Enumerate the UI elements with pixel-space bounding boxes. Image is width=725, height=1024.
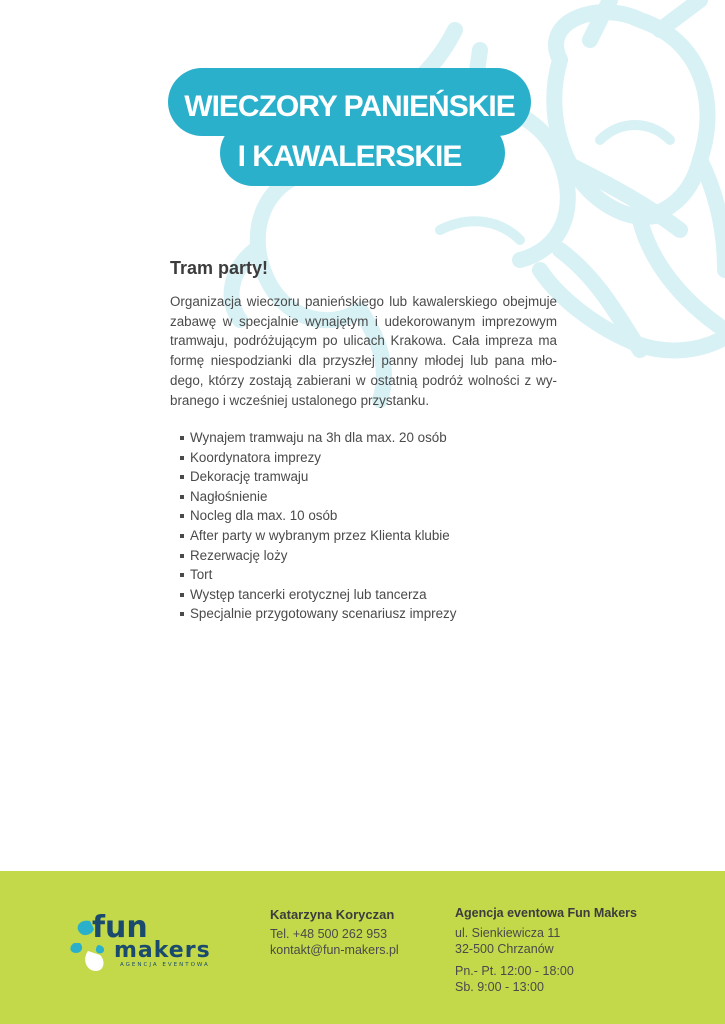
paragraph-line: zabawę w specjalnie wynajętym i udekorowanym imprezowym — [170, 313, 557, 329]
list-item: Występ tancerki erotycznej lub tancerza — [180, 585, 456, 605]
contact-person — [270, 907, 399, 958]
page-title-line-2: I KAWALERSKIE — [237, 140, 462, 173]
offer-list — [180, 428, 456, 624]
list-item: Wynajem tramwaju na 3h dla max. 20 osób — [180, 428, 456, 448]
contact-phone: Tel. +48 500 262 953 — [270, 927, 388, 941]
company-hours-saturday: Sb. 9:00 - 13:00 — [455, 980, 544, 994]
list-item: Nagłośnienie — [180, 487, 456, 507]
contact-email: kontakt@fun-makers.pl — [270, 943, 399, 957]
list-item: Nocleg dla max. 10 osób — [180, 506, 456, 526]
fun-makers-logo — [68, 901, 218, 976]
list-item: Tort — [180, 565, 456, 585]
paragraph-line: formę niespodzianki dla przyszłej panny młodej lub pana mło- — [170, 353, 557, 369]
company-info — [455, 905, 637, 995]
company-hours-weekday: Pn.- Pt. 12:00 - 18:00 — [455, 964, 574, 978]
company-city: 32-500 Chrzanów — [455, 942, 554, 956]
logo-tagline: AGENCJA EVENTOWA — [120, 962, 210, 968]
page-title — [168, 82, 531, 182]
logo-word-fun: fun — [92, 910, 148, 945]
description-paragraph — [170, 292, 557, 410]
page-title-line-1: WIECZORY PANIEŃSKIE — [184, 90, 515, 123]
logo-word-makers: makers — [114, 938, 211, 963]
footer — [0, 871, 725, 1024]
paragraph-line: dego, którzy zostają zabierani w ostatnią podróż wolności z wy- — [170, 372, 557, 388]
list-item: Rezerwację loży — [180, 546, 456, 566]
paragraph-line: tramwaju, podróżującym po ulicach Krakowa. Cała impreza ma — [170, 333, 557, 349]
paragraph-line: Organizacja wieczoru panieńskiego lub kawalerskiego obejmuje — [170, 294, 557, 309]
company-name: Agencja eventowa Fun Makers — [455, 906, 638, 920]
list-item: After party w wybranym przez Klienta klubie — [180, 526, 456, 546]
company-street: ul. Sienkiewicza 11 — [455, 926, 561, 940]
section-heading: Tram party! — [170, 258, 269, 278]
paragraph-line: branego i wcześniej ustalonego przystanku. — [170, 392, 430, 408]
list-item: Koordynatora imprezy — [180, 448, 456, 468]
contact-name: Katarzyna Koryczan — [270, 907, 395, 922]
list-item: Dekorację tramwaju — [180, 467, 456, 487]
list-item: Specjalnie przygotowany scenariusz imprezy — [180, 604, 456, 624]
